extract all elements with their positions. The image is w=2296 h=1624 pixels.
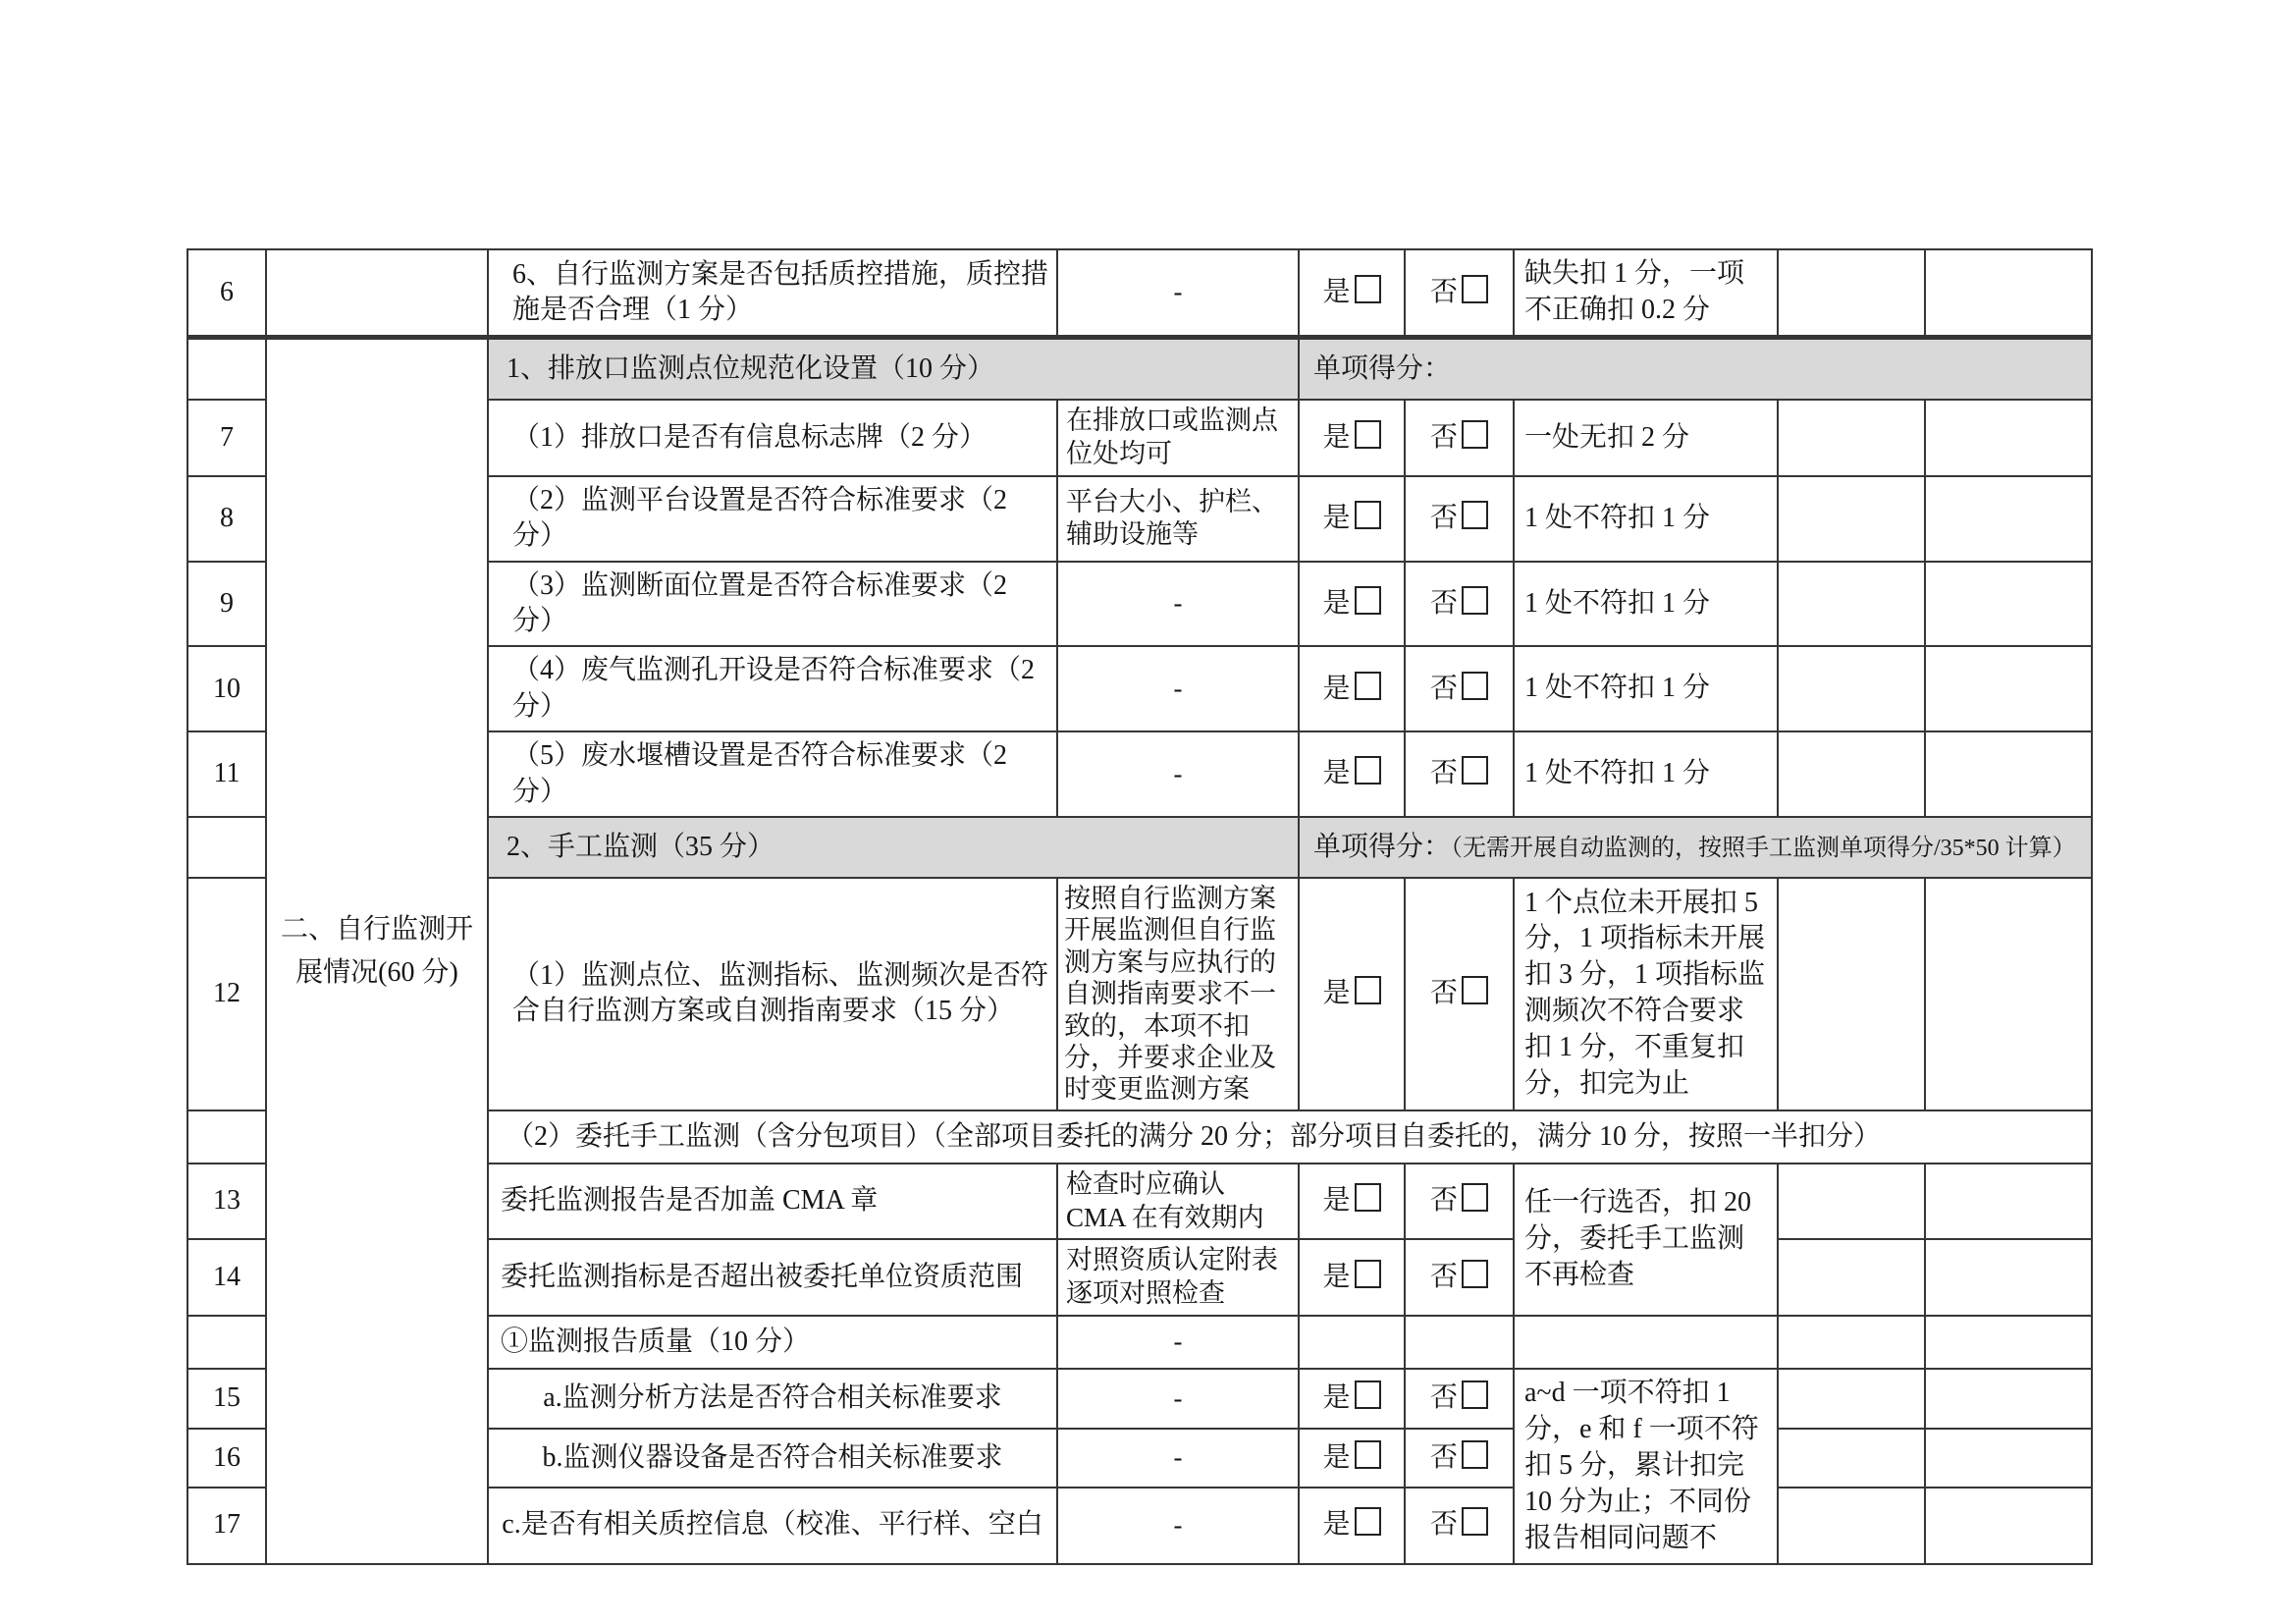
- yes-checkbox[interactable]: [1322, 1262, 1380, 1292]
- yes-cell: [1299, 646, 1405, 731]
- checkbox-square-icon: [1355, 501, 1381, 529]
- row-number: 9: [187, 562, 266, 647]
- yes-label: 是: [1322, 673, 1351, 704]
- remark-cell: [1925, 1239, 2092, 1316]
- section-score-label: 单项得分：: [1299, 337, 2092, 400]
- no-cell: [1405, 1164, 1514, 1240]
- score-entry-cell: [1778, 1369, 1925, 1430]
- score-entry-cell: [1778, 400, 1925, 476]
- row-number: 11: [187, 731, 266, 817]
- no-checkbox[interactable]: [1430, 277, 1488, 307]
- yes-cell: [1299, 1316, 1405, 1369]
- section-header-row: [187, 337, 2092, 400]
- yes-label: 是: [1322, 421, 1351, 453]
- no-cell: [1405, 1488, 1514, 1564]
- yes-checkbox[interactable]: [1322, 422, 1380, 453]
- yes-checkbox[interactable]: [1322, 588, 1380, 619]
- yes-checkbox[interactable]: [1322, 674, 1380, 704]
- checkbox-square-icon: [1462, 756, 1488, 785]
- item-cell: 委托监测报告是否加盖 CMA 章: [488, 1164, 1057, 1240]
- item-cell: a.监测分析方法是否符合相关标准要求: [488, 1369, 1057, 1430]
- yes-label: 是: [1322, 1261, 1351, 1292]
- deduction-cell: 1 个点位未开展扣 5 分，1 项指标未开展扣 3 分，1 项指标监测频次不符合要求扣 1 分，不重复扣分，扣完为止: [1514, 878, 1778, 1110]
- no-checkbox[interactable]: [1430, 1185, 1488, 1216]
- yes-label: 是: [1322, 1382, 1351, 1414]
- note-cell: -: [1057, 562, 1299, 647]
- note-cell: 对照资质认定附表逐项对照检查: [1057, 1239, 1299, 1316]
- yes-checkbox[interactable]: [1322, 1509, 1380, 1540]
- score-entry-cell: [1778, 249, 1925, 337]
- no-cell: [1405, 1239, 1514, 1316]
- row-number: 10: [187, 646, 266, 731]
- yes-checkbox[interactable]: [1322, 1382, 1380, 1413]
- yes-cell: [1299, 878, 1405, 1110]
- yes-label: 是: [1322, 978, 1351, 1009]
- score-entry-cell: [1778, 476, 1925, 562]
- row-number: 15: [187, 1369, 266, 1430]
- score-entry-cell: [1778, 562, 1925, 647]
- yes-checkbox[interactable]: [1322, 1185, 1380, 1216]
- score-entry-cell: [1778, 1316, 1925, 1369]
- no-cell: [1405, 1316, 1514, 1369]
- remark-cell: [1925, 731, 2092, 817]
- item-cell: 6、自行监测方案是否包括质控措施，质控措施是否合理（1 分）: [488, 249, 1057, 337]
- score-note: （无需开展自动监测的，按照手工监测单项得分/35*50 计算）: [1451, 835, 2076, 861]
- note-cell: 按照自行监测方案开展监测但自行监测方案与应执行的自测指南要求不一致的，本项不扣分，并要求企业及时变更监测方案: [1057, 878, 1299, 1110]
- item-cell: 委托监测指标是否超出被委托单位资质范围: [488, 1239, 1057, 1316]
- yes-label: 是: [1322, 1185, 1351, 1217]
- no-cell: [1405, 400, 1514, 476]
- remark-cell: [1925, 562, 2092, 647]
- row-number: 7: [187, 400, 266, 476]
- yes-label: 是: [1322, 1441, 1351, 1473]
- remark-cell: [1925, 1369, 2092, 1430]
- yes-label: 是: [1322, 587, 1351, 619]
- assessment-table: [187, 248, 2093, 1565]
- note-cell: -: [1057, 1488, 1299, 1564]
- no-label: 否: [1429, 503, 1458, 534]
- no-label: 否: [1429, 1509, 1458, 1541]
- checkbox-square-icon: [1462, 976, 1488, 1004]
- no-checkbox[interactable]: [1430, 503, 1488, 533]
- item-cell: （1）排放口是否有信息标志牌（2 分）: [488, 400, 1057, 476]
- no-label: 否: [1429, 1261, 1458, 1292]
- checkbox-square-icon: [1355, 976, 1381, 1004]
- no-checkbox[interactable]: [1430, 1262, 1488, 1292]
- item-cell: （2）监测平台设置是否符合标准要求（2 分）: [488, 476, 1057, 562]
- no-cell: [1405, 731, 1514, 817]
- section-title: 2、手工监测（35 分）: [488, 817, 1299, 878]
- deduction-cell: 1 处不符扣 1 分: [1514, 731, 1778, 817]
- note-cell: -: [1057, 731, 1299, 817]
- item-cell: （3）监测断面位置是否符合标准要求（2 分）: [488, 562, 1057, 647]
- item-cell: （4）废气监测孔开设是否符合标准要求（2 分）: [488, 646, 1057, 731]
- remark-cell: [1925, 1316, 2092, 1369]
- score-entry-cell: [1778, 646, 1925, 731]
- deduction-cell: a~d 一项不符扣 1 分，e 和 f 一项不符扣 5 分，累计扣完 10 分为止；不同份报告相同问题不: [1514, 1369, 1778, 1564]
- note-cell: -: [1057, 646, 1299, 731]
- checkbox-square-icon: [1462, 1380, 1488, 1409]
- no-checkbox[interactable]: [1430, 422, 1488, 453]
- note-cell: 检查时应确认 CMA 在有效期内: [1057, 1164, 1299, 1240]
- note-cell: -: [1057, 1369, 1299, 1430]
- note-cell: -: [1057, 1429, 1299, 1487]
- note-cell: 平台大小、护栏、辅助设施等: [1057, 476, 1299, 562]
- no-cell: [1405, 249, 1514, 337]
- no-label: 否: [1429, 978, 1458, 1009]
- section-title: 1、排放口监测点位规范化设置（10 分）: [488, 337, 1299, 400]
- note-cell: -: [1057, 249, 1299, 337]
- item-cell: c.是否有相关质控信息（校准、平行样、空白: [488, 1488, 1057, 1564]
- yes-cell: [1299, 400, 1405, 476]
- no-label: 否: [1429, 421, 1458, 453]
- deduction-cell: 1 处不符扣 1 分: [1514, 646, 1778, 731]
- no-checkbox[interactable]: [1430, 1442, 1488, 1473]
- item-cell: b.监测仪器设备是否符合相关标准要求: [488, 1429, 1057, 1487]
- section-score-label: [1299, 817, 2092, 878]
- no-checkbox[interactable]: [1430, 674, 1488, 704]
- yes-cell: [1299, 476, 1405, 562]
- no-cell: [1405, 1429, 1514, 1487]
- item-cell: （5）废水堰槽设置是否符合标准要求（2 分）: [488, 731, 1057, 817]
- score-entry-cell: [1778, 1429, 1925, 1487]
- yes-checkbox[interactable]: [1322, 503, 1380, 533]
- no-cell: [1405, 646, 1514, 731]
- checkbox-square-icon: [1355, 756, 1381, 785]
- checkbox-square-icon: [1462, 420, 1488, 449]
- checkbox-square-icon: [1462, 1183, 1488, 1212]
- no-cell: [1405, 476, 1514, 562]
- yes-cell: [1299, 1488, 1405, 1564]
- score-entry-cell: [1778, 1239, 1925, 1316]
- row-number: 16: [187, 1429, 266, 1487]
- checkbox-square-icon: [1462, 501, 1488, 529]
- checkbox-square-icon: [1355, 1380, 1381, 1409]
- score-entry-cell: [1778, 878, 1925, 1110]
- yes-label: 是: [1322, 758, 1351, 789]
- checkbox-square-icon: [1355, 1260, 1381, 1288]
- no-checkbox[interactable]: [1430, 1509, 1488, 1540]
- deduction-cell: 1 处不符扣 1 分: [1514, 562, 1778, 647]
- yes-label: 是: [1322, 1509, 1351, 1541]
- no-checkbox[interactable]: [1430, 758, 1488, 788]
- no-checkbox[interactable]: [1430, 1382, 1488, 1413]
- deduction-cell: 一处无扣 2 分: [1514, 400, 1778, 476]
- yes-cell: [1299, 731, 1405, 817]
- deduction-cell: 任一行选否，扣 20 分，委托手工监测不再检查: [1514, 1164, 1778, 1316]
- row-number: [187, 337, 266, 400]
- yes-cell: [1299, 1369, 1405, 1430]
- subsection-title: ①监测报告质量（10 分）: [488, 1316, 1057, 1369]
- deduction-cell: [1514, 1316, 1778, 1369]
- subsection-title: （2）委托手工监测（含分包项目）（全部项目委托的满分 20 分；部分项目自委托的，满分 10 分，按照一半扣分）: [488, 1110, 2092, 1164]
- remark-cell: [1925, 400, 2092, 476]
- no-checkbox[interactable]: [1430, 588, 1488, 619]
- no-label: 否: [1429, 1185, 1458, 1217]
- row-number: 8: [187, 476, 266, 562]
- score-label: 单项得分：: [1313, 831, 1452, 862]
- row-number: 14: [187, 1239, 266, 1316]
- note-cell: -: [1057, 1316, 1299, 1369]
- no-label: 否: [1429, 673, 1458, 704]
- score-entry-cell: [1778, 1488, 1925, 1564]
- checkbox-square-icon: [1462, 672, 1488, 700]
- yes-label: 是: [1322, 503, 1351, 534]
- no-cell: [1405, 1369, 1514, 1430]
- deduction-cell: 1 处不符扣 1 分: [1514, 476, 1778, 562]
- checkbox-square-icon: [1355, 1183, 1381, 1212]
- remark-cell: [1925, 878, 2092, 1110]
- yes-cell: [1299, 1239, 1405, 1316]
- checkbox-square-icon: [1355, 672, 1381, 700]
- row-number: 12: [187, 878, 266, 1110]
- category-cell: 二、自行监测开展情况(60 分): [266, 337, 488, 1563]
- no-label: 否: [1429, 1382, 1458, 1414]
- yes-checkbox[interactable]: [1322, 758, 1380, 788]
- checkbox-square-icon: [1462, 586, 1488, 615]
- no-cell: [1405, 878, 1514, 1110]
- checkbox-square-icon: [1462, 1440, 1488, 1469]
- checkbox-square-icon: [1355, 1507, 1381, 1536]
- score-entry-cell: [1778, 731, 1925, 817]
- yes-cell: [1299, 1429, 1405, 1487]
- remark-cell: [1925, 476, 2092, 562]
- checkbox-square-icon: [1355, 586, 1381, 615]
- row-number: [187, 817, 266, 878]
- row-number: [187, 1110, 266, 1164]
- row-number: [187, 1316, 266, 1369]
- no-label: 否: [1429, 758, 1458, 789]
- remark-cell: [1925, 1429, 2092, 1487]
- no-label: 否: [1429, 276, 1458, 307]
- yes-label: 是: [1322, 276, 1351, 307]
- note-cell: 在排放口或监测点位处均可: [1057, 400, 1299, 476]
- checkbox-square-icon: [1462, 275, 1488, 303]
- remark-cell: [1925, 646, 2092, 731]
- row-number: 13: [187, 1164, 266, 1240]
- remark-cell: [1925, 1488, 2092, 1564]
- yes-checkbox[interactable]: [1322, 978, 1380, 1008]
- checkbox-square-icon: [1355, 275, 1381, 303]
- category-cell-empty: [266, 249, 488, 337]
- checkbox-square-icon: [1355, 420, 1381, 449]
- yes-cell: [1299, 1164, 1405, 1240]
- row-number: 17: [187, 1488, 266, 1564]
- table-row: [187, 249, 2092, 337]
- yes-checkbox[interactable]: [1322, 1442, 1380, 1473]
- no-cell: [1405, 562, 1514, 647]
- no-label: 否: [1429, 587, 1458, 619]
- checkbox-square-icon: [1462, 1260, 1488, 1288]
- no-checkbox[interactable]: [1430, 978, 1488, 1008]
- row-number: 6: [187, 249, 266, 337]
- deduction-cell: 缺失扣 1 分，一项不正确扣 0.2 分: [1514, 249, 1778, 337]
- yes-cell: [1299, 562, 1405, 647]
- item-cell: （1）监测点位、监测指标、监测频次是否符合自行监测方案或自测指南要求（15 分）: [488, 878, 1057, 1110]
- remark-cell: [1925, 249, 2092, 337]
- no-label: 否: [1429, 1441, 1458, 1473]
- checkbox-square-icon: [1355, 1440, 1381, 1469]
- yes-checkbox[interactable]: [1322, 277, 1380, 307]
- score-entry-cell: [1778, 1164, 1925, 1240]
- remark-cell: [1925, 1164, 2092, 1240]
- yes-cell: [1299, 249, 1405, 337]
- checkbox-square-icon: [1462, 1507, 1488, 1536]
